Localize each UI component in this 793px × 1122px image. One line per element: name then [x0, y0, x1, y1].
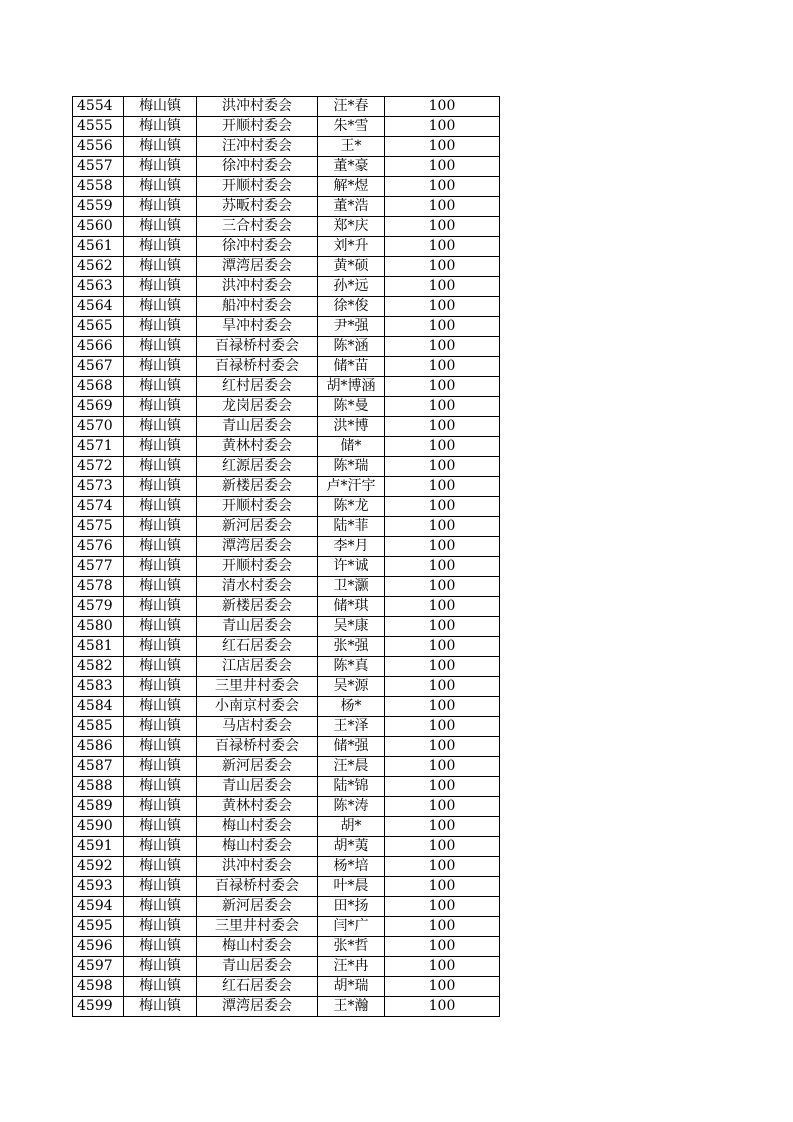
committee-cell: 龙岗居委会 — [197, 397, 318, 417]
name-cell: 徐*俊 — [318, 297, 385, 317]
town-cell: 梅山镇 — [124, 577, 197, 597]
row-number-cell: 4569 — [73, 397, 124, 417]
town-cell: 梅山镇 — [124, 437, 197, 457]
table-row — [73, 317, 500, 337]
committee-cell: 青山居委会 — [197, 777, 318, 797]
name-cell: 储* — [318, 437, 385, 457]
row-number-cell: 4598 — [73, 977, 124, 997]
name-cell: 朱*雪 — [318, 117, 385, 137]
name-cell: 陈*涵 — [318, 337, 385, 357]
committee-cell: 百禄桥村委会 — [197, 357, 318, 377]
town-cell: 梅山镇 — [124, 857, 197, 877]
amount-cell: 100 — [385, 437, 500, 457]
name-cell: 胡*瑞 — [318, 977, 385, 997]
amount-cell: 100 — [385, 537, 500, 557]
committee-cell: 马店村委会 — [197, 717, 318, 737]
name-cell: 许*诚 — [318, 557, 385, 577]
table-row — [73, 697, 500, 717]
town-cell: 梅山镇 — [124, 697, 197, 717]
amount-cell: 100 — [385, 777, 500, 797]
committee-cell: 徐冲村委会 — [197, 157, 318, 177]
town-cell: 梅山镇 — [124, 937, 197, 957]
town-cell: 梅山镇 — [124, 357, 197, 377]
name-cell: 汪*春 — [318, 97, 385, 117]
town-cell: 梅山镇 — [124, 977, 197, 997]
table-row — [73, 457, 500, 477]
amount-cell: 100 — [385, 657, 500, 677]
committee-cell: 新河居委会 — [197, 757, 318, 777]
table-row — [73, 477, 500, 497]
committee-cell: 开顺村委会 — [197, 117, 318, 137]
amount-cell: 100 — [385, 397, 500, 417]
committee-cell: 汪冲村委会 — [197, 137, 318, 157]
row-number-cell: 4570 — [73, 417, 124, 437]
town-cell: 梅山镇 — [124, 997, 197, 1017]
town-cell: 梅山镇 — [124, 817, 197, 837]
amount-cell: 100 — [385, 677, 500, 697]
town-cell: 梅山镇 — [124, 257, 197, 277]
town-cell: 梅山镇 — [124, 417, 197, 437]
name-cell: 解*煜 — [318, 177, 385, 197]
town-cell: 梅山镇 — [124, 517, 197, 537]
committee-cell: 旱冲村委会 — [197, 317, 318, 337]
amount-cell: 100 — [385, 177, 500, 197]
town-cell: 梅山镇 — [124, 617, 197, 637]
table-body — [73, 97, 500, 1017]
table-row — [73, 417, 500, 437]
amount-cell: 100 — [385, 277, 500, 297]
committee-cell: 开顺村委会 — [197, 557, 318, 577]
amount-cell: 100 — [385, 717, 500, 737]
town-cell: 梅山镇 — [124, 297, 197, 317]
amount-cell: 100 — [385, 757, 500, 777]
committee-cell: 新河居委会 — [197, 517, 318, 537]
amount-cell: 100 — [385, 297, 500, 317]
town-cell: 梅山镇 — [124, 237, 197, 257]
amount-cell: 100 — [385, 597, 500, 617]
table-row — [73, 977, 500, 997]
amount-cell: 100 — [385, 337, 500, 357]
table-row — [73, 537, 500, 557]
row-number-cell: 4582 — [73, 657, 124, 677]
table-row — [73, 997, 500, 1017]
amount-cell: 100 — [385, 157, 500, 177]
row-number-cell: 4555 — [73, 117, 124, 137]
row-number-cell: 4578 — [73, 577, 124, 597]
town-cell: 梅山镇 — [124, 717, 197, 737]
table-row — [73, 197, 500, 217]
table-row — [73, 497, 500, 517]
row-number-cell: 4559 — [73, 197, 124, 217]
table-row — [73, 877, 500, 897]
table-row — [73, 797, 500, 817]
amount-cell: 100 — [385, 517, 500, 537]
name-cell: 闫*广 — [318, 917, 385, 937]
table-row — [73, 937, 500, 957]
committee-cell: 红石居委会 — [197, 637, 318, 657]
committee-cell: 红村居委会 — [197, 377, 318, 397]
row-number-cell: 4576 — [73, 537, 124, 557]
row-number-cell: 4595 — [73, 917, 124, 937]
name-cell: 王*瀚 — [318, 997, 385, 1017]
amount-cell: 100 — [385, 417, 500, 437]
row-number-cell: 4558 — [73, 177, 124, 197]
town-cell: 梅山镇 — [124, 897, 197, 917]
name-cell: 储*强 — [318, 737, 385, 757]
amount-cell: 100 — [385, 817, 500, 837]
committee-cell: 新河居委会 — [197, 897, 318, 917]
table-row — [73, 897, 500, 917]
row-number-cell: 4556 — [73, 137, 124, 157]
table-row — [73, 817, 500, 837]
name-cell: 胡*博涵 — [318, 377, 385, 397]
table-row — [73, 237, 500, 257]
town-cell: 梅山镇 — [124, 337, 197, 357]
table-row — [73, 737, 500, 757]
table-row — [73, 377, 500, 397]
committee-cell: 开顺村委会 — [197, 177, 318, 197]
name-cell: 陆*锦 — [318, 777, 385, 797]
row-number-cell: 4589 — [73, 797, 124, 817]
table-row — [73, 97, 500, 117]
amount-cell: 100 — [385, 97, 500, 117]
town-cell: 梅山镇 — [124, 637, 197, 657]
row-number-cell: 4568 — [73, 377, 124, 397]
name-cell: 汪*晨 — [318, 757, 385, 777]
town-cell: 梅山镇 — [124, 737, 197, 757]
table-row — [73, 677, 500, 697]
amount-cell: 100 — [385, 837, 500, 857]
amount-cell: 100 — [385, 137, 500, 157]
amount-cell: 100 — [385, 877, 500, 897]
table-row — [73, 657, 500, 677]
town-cell: 梅山镇 — [124, 917, 197, 937]
table-row — [73, 277, 500, 297]
town-cell: 梅山镇 — [124, 677, 197, 697]
row-number-cell: 4557 — [73, 157, 124, 177]
row-number-cell: 4596 — [73, 937, 124, 957]
amount-cell: 100 — [385, 257, 500, 277]
town-cell: 梅山镇 — [124, 837, 197, 857]
row-number-cell: 4586 — [73, 737, 124, 757]
amount-cell: 100 — [385, 977, 500, 997]
name-cell: 储*琪 — [318, 597, 385, 617]
committee-cell: 黄林村委会 — [197, 437, 318, 457]
row-number-cell: 4591 — [73, 837, 124, 857]
town-cell: 梅山镇 — [124, 497, 197, 517]
committee-cell: 三里井村委会 — [197, 677, 318, 697]
town-cell: 梅山镇 — [124, 957, 197, 977]
amount-cell: 100 — [385, 637, 500, 657]
committee-cell: 百禄桥村委会 — [197, 737, 318, 757]
row-number-cell: 4585 — [73, 717, 124, 737]
row-number-cell: 4564 — [73, 297, 124, 317]
name-cell: 汪*冉 — [318, 957, 385, 977]
row-number-cell: 4561 — [73, 237, 124, 257]
town-cell: 梅山镇 — [124, 557, 197, 577]
table-row — [73, 577, 500, 597]
committee-cell: 三合村委会 — [197, 217, 318, 237]
table-row — [73, 397, 500, 417]
amount-cell: 100 — [385, 897, 500, 917]
committee-cell: 潭湾居委会 — [197, 537, 318, 557]
table-row — [73, 777, 500, 797]
table-row — [73, 437, 500, 457]
name-cell: 卢*汗宇 — [318, 477, 385, 497]
committee-cell: 青山居委会 — [197, 957, 318, 977]
amount-cell: 100 — [385, 237, 500, 257]
committee-cell: 青山居委会 — [197, 617, 318, 637]
amount-cell: 100 — [385, 477, 500, 497]
table-row — [73, 597, 500, 617]
row-number-cell: 4584 — [73, 697, 124, 717]
name-cell: 王*泽 — [318, 717, 385, 737]
town-cell: 梅山镇 — [124, 97, 197, 117]
name-cell: 胡* — [318, 817, 385, 837]
name-cell: 陈*瑞 — [318, 457, 385, 477]
committee-cell: 百禄桥村委会 — [197, 877, 318, 897]
town-cell: 梅山镇 — [124, 197, 197, 217]
town-cell: 梅山镇 — [124, 217, 197, 237]
amount-cell: 100 — [385, 697, 500, 717]
committee-cell: 洪冲村委会 — [197, 97, 318, 117]
amount-cell: 100 — [385, 957, 500, 977]
name-cell: 孙*远 — [318, 277, 385, 297]
row-number-cell: 4588 — [73, 777, 124, 797]
committee-cell: 洪冲村委会 — [197, 277, 318, 297]
table-row — [73, 917, 500, 937]
committee-cell: 新楼居委会 — [197, 597, 318, 617]
name-cell: 储*苗 — [318, 357, 385, 377]
name-cell: 张*哲 — [318, 937, 385, 957]
row-number-cell: 4593 — [73, 877, 124, 897]
name-cell: 董*豪 — [318, 157, 385, 177]
name-cell: 陈*真 — [318, 657, 385, 677]
row-number-cell: 4567 — [73, 357, 124, 377]
committee-cell: 潭湾居委会 — [197, 997, 318, 1017]
row-number-cell: 4587 — [73, 757, 124, 777]
name-cell: 陈*龙 — [318, 497, 385, 517]
committee-cell: 红源居委会 — [197, 457, 318, 477]
name-cell: 李*月 — [318, 537, 385, 557]
amount-cell: 100 — [385, 857, 500, 877]
table-row — [73, 257, 500, 277]
name-cell: 洪*博 — [318, 417, 385, 437]
town-cell: 梅山镇 — [124, 377, 197, 397]
committee-cell: 青山居委会 — [197, 417, 318, 437]
table-row — [73, 157, 500, 177]
row-number-cell: 4571 — [73, 437, 124, 457]
name-cell: 胡*荑 — [318, 837, 385, 857]
committee-cell: 潭湾居委会 — [197, 257, 318, 277]
town-cell: 梅山镇 — [124, 657, 197, 677]
name-cell: 陆*菲 — [318, 517, 385, 537]
committee-cell: 红石居委会 — [197, 977, 318, 997]
row-number-cell: 4599 — [73, 997, 124, 1017]
name-cell: 陈*涛 — [318, 797, 385, 817]
amount-cell: 100 — [385, 557, 500, 577]
table-row — [73, 617, 500, 637]
amount-cell: 100 — [385, 997, 500, 1017]
committee-cell: 开顺村委会 — [197, 497, 318, 517]
committee-cell: 清水村委会 — [197, 577, 318, 597]
amount-cell: 100 — [385, 797, 500, 817]
table-row — [73, 557, 500, 577]
row-number-cell: 4574 — [73, 497, 124, 517]
amount-cell: 100 — [385, 617, 500, 637]
row-number-cell: 4583 — [73, 677, 124, 697]
amount-cell: 100 — [385, 317, 500, 337]
name-cell: 王* — [318, 137, 385, 157]
row-number-cell: 4554 — [73, 97, 124, 117]
row-number-cell: 4560 — [73, 217, 124, 237]
amount-cell: 100 — [385, 917, 500, 937]
name-cell: 陈*曼 — [318, 397, 385, 417]
town-cell: 梅山镇 — [124, 757, 197, 777]
row-number-cell: 4573 — [73, 477, 124, 497]
committee-cell: 苏畈村委会 — [197, 197, 318, 217]
name-cell: 郑*庆 — [318, 217, 385, 237]
table-row — [73, 357, 500, 377]
row-number-cell: 4590 — [73, 817, 124, 837]
name-cell: 吴*康 — [318, 617, 385, 637]
name-cell: 尹*强 — [318, 317, 385, 337]
committee-cell: 百禄桥村委会 — [197, 337, 318, 357]
table-row — [73, 717, 500, 737]
amount-cell: 100 — [385, 217, 500, 237]
name-cell: 吴*源 — [318, 677, 385, 697]
committee-cell: 船冲村委会 — [197, 297, 318, 317]
town-cell: 梅山镇 — [124, 777, 197, 797]
amount-cell: 100 — [385, 377, 500, 397]
committee-cell: 梅山村委会 — [197, 937, 318, 957]
table-row — [73, 337, 500, 357]
data-table — [72, 96, 500, 1017]
town-cell: 梅山镇 — [124, 277, 197, 297]
committee-cell: 黄林村委会 — [197, 797, 318, 817]
committee-cell: 小南京村委会 — [197, 697, 318, 717]
row-number-cell: 4592 — [73, 857, 124, 877]
amount-cell: 100 — [385, 197, 500, 217]
table-row — [73, 517, 500, 537]
committee-cell: 梅山村委会 — [197, 837, 318, 857]
row-number-cell: 4579 — [73, 597, 124, 617]
town-cell: 梅山镇 — [124, 797, 197, 817]
amount-cell: 100 — [385, 117, 500, 137]
town-cell: 梅山镇 — [124, 397, 197, 417]
row-number-cell: 4575 — [73, 517, 124, 537]
name-cell: 刘*升 — [318, 237, 385, 257]
town-cell: 梅山镇 — [124, 877, 197, 897]
table-row — [73, 637, 500, 657]
town-cell: 梅山镇 — [124, 317, 197, 337]
table-row — [73, 297, 500, 317]
name-cell: 黄*硕 — [318, 257, 385, 277]
table-row — [73, 837, 500, 857]
row-number-cell: 4572 — [73, 457, 124, 477]
row-number-cell: 4566 — [73, 337, 124, 357]
town-cell: 梅山镇 — [124, 477, 197, 497]
town-cell: 梅山镇 — [124, 117, 197, 137]
row-number-cell: 4580 — [73, 617, 124, 637]
table-row — [73, 857, 500, 877]
amount-cell: 100 — [385, 937, 500, 957]
amount-cell: 100 — [385, 497, 500, 517]
name-cell: 叶*晨 — [318, 877, 385, 897]
committee-cell: 江店居委会 — [197, 657, 318, 677]
name-cell: 张*强 — [318, 637, 385, 657]
row-number-cell: 4562 — [73, 257, 124, 277]
committee-cell: 梅山村委会 — [197, 817, 318, 837]
name-cell: 田*扬 — [318, 897, 385, 917]
row-number-cell: 4565 — [73, 317, 124, 337]
table-row — [73, 117, 500, 137]
town-cell: 梅山镇 — [124, 177, 197, 197]
table-row — [73, 757, 500, 777]
amount-cell: 100 — [385, 737, 500, 757]
name-cell: 董*浩 — [318, 197, 385, 217]
committee-cell: 三里井村委会 — [197, 917, 318, 937]
committee-cell: 新楼居委会 — [197, 477, 318, 497]
row-number-cell: 4563 — [73, 277, 124, 297]
amount-cell: 100 — [385, 457, 500, 477]
table-row — [73, 177, 500, 197]
row-number-cell: 4581 — [73, 637, 124, 657]
name-cell: 杨*培 — [318, 857, 385, 877]
name-cell: 杨* — [318, 697, 385, 717]
town-cell: 梅山镇 — [124, 537, 197, 557]
row-number-cell: 4597 — [73, 957, 124, 977]
committee-cell: 洪冲村委会 — [197, 857, 318, 877]
table-row — [73, 957, 500, 977]
row-number-cell: 4577 — [73, 557, 124, 577]
name-cell: 卫*灏 — [318, 577, 385, 597]
town-cell: 梅山镇 — [124, 157, 197, 177]
town-cell: 梅山镇 — [124, 597, 197, 617]
table-row — [73, 137, 500, 157]
row-number-cell: 4594 — [73, 897, 124, 917]
amount-cell: 100 — [385, 357, 500, 377]
committee-cell: 徐冲村委会 — [197, 237, 318, 257]
table-row — [73, 217, 500, 237]
town-cell: 梅山镇 — [124, 457, 197, 477]
town-cell: 梅山镇 — [124, 137, 197, 157]
amount-cell: 100 — [385, 577, 500, 597]
